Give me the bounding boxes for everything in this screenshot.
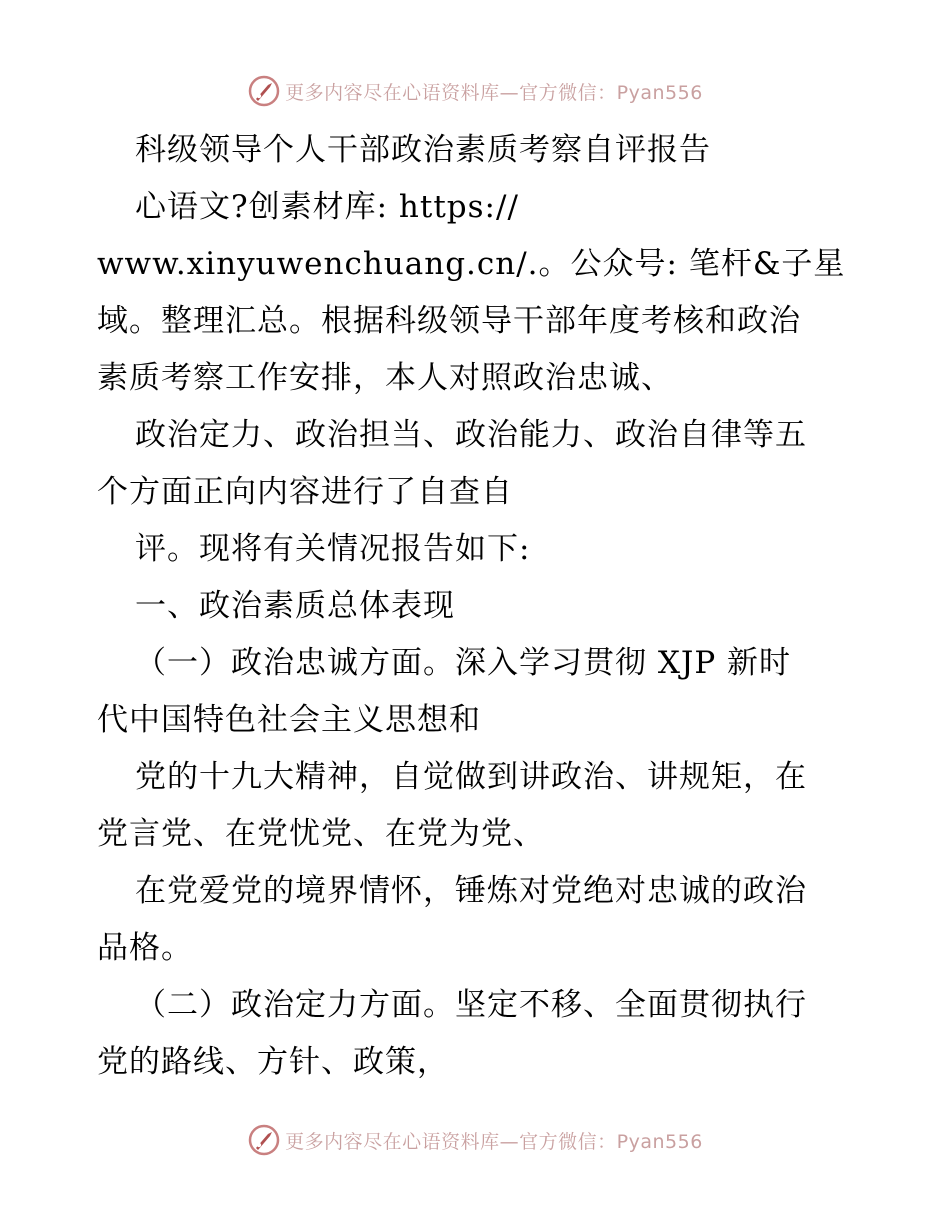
paragraph-line: 素质考察工作安排，本人对照政治忠诚、 (97, 360, 673, 396)
watermark-banner-top (0, 69, 950, 113)
pen-nib-logo-icon (247, 1123, 281, 1157)
section-heading: 一、政治素质总体表现 (135, 588, 455, 624)
paragraph-line: 品格。 (97, 930, 193, 966)
watermark-text: 更多内容尽在心语资料库—官方微信：Pyan556 (285, 1130, 703, 1153)
pen-nib-logo-icon (247, 74, 281, 108)
paragraph-line: 心语文?创素材库: https:// (135, 189, 519, 225)
document-title: 科级领导个人干部政治素质考察自评报告 (135, 132, 711, 168)
paragraph-line: 党的十九大精神，自觉做到讲政治、讲规矩，在 (135, 759, 807, 795)
paragraph-line: 党言党、在党忧党、在党为党、 (97, 816, 545, 852)
watermark-banner-bottom (0, 1118, 950, 1162)
paragraph-line: 个方面正向内容进行了自查自 (97, 474, 513, 510)
document-body (97, 122, 857, 1091)
paragraph-line: 代中国特色社会主义思想和 (97, 702, 481, 738)
paragraph-line: www.xinyuwenchuang.cn/.。公众号: 笔杆&子星 (97, 246, 846, 282)
paragraph-line: 党的路线、方针、政策， (97, 1044, 449, 1080)
paragraph-line: （一）政治忠诚方面。深入学习贯彻 XJP 新时 (135, 645, 792, 681)
watermark-text: 更多内容尽在心语资料库—官方微信：Pyan556 (285, 81, 703, 104)
paragraph-line: （二）政治定力方面。坚定不移、全面贯彻执行 (135, 987, 807, 1023)
paragraph-line: 评。现将有关情况报告如下: (135, 531, 531, 567)
paragraph-line: 在党爱党的境界情怀，锤炼对党绝对忠诚的政治 (135, 873, 807, 909)
paragraph-line: 域。整理汇总。根据科级领导干部年度考核和政治 (97, 303, 801, 339)
paragraph-line: 政治定力、政治担当、政治能力、政治自律等五 (135, 417, 807, 453)
